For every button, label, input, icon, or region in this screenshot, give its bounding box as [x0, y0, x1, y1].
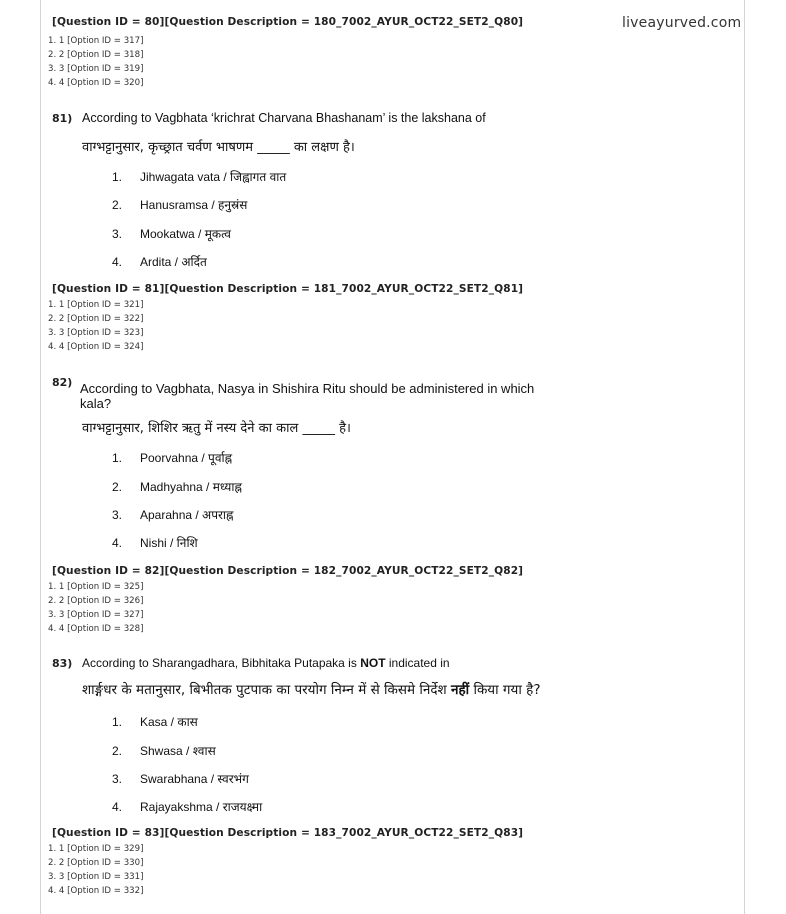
answer-option-82-1 — [112, 449, 232, 466]
option-id-item: 2. 2 [Option ID = 330] — [48, 858, 144, 868]
option-number: 1. — [112, 715, 123, 729]
question-meta-83: [Question ID = 83][Question Description = 183_7002_AYUR_OCT22_SET2_Q83] — [52, 827, 524, 839]
question-text-hi-83 — [82, 680, 540, 698]
answer-option-83-3 — [112, 770, 249, 787]
option-number: 1. — [112, 451, 123, 465]
option-text: Rajayakshma / राजयक्ष्मा — [140, 800, 263, 814]
option-text: Kasa / कास — [140, 715, 198, 729]
site-watermark: liveayurved.com — [622, 15, 742, 31]
option-text: Aparahna / अपराह्न — [140, 508, 234, 522]
option-number: 4. — [112, 536, 123, 550]
option-id-list-83 — [48, 842, 143, 898]
question-text-hi-83-pre: शार्ङ्गधर के मतानुसार, बिभीतक पुटपाक का परयोग निम्न में से किसमे निर्देश — [82, 682, 451, 698]
option-text: Swarabhana / स्वरभंग — [140, 772, 249, 786]
option-number: 3. — [112, 508, 123, 522]
option-id-list-81 — [48, 298, 143, 354]
question-text-en-82-line2: kala? — [80, 396, 112, 411]
option-id-list-80 — [48, 34, 143, 90]
option-number: 2. — [112, 744, 123, 758]
question-text-en-83-bold: NOT — [360, 656, 386, 670]
option-id-item: 2. 2 [Option ID = 318] — [48, 50, 144, 60]
option-number: 4. — [112, 255, 123, 269]
option-text: Nishi / निशि — [140, 536, 198, 550]
option-id-item: 2. 2 [Option ID = 326] — [48, 596, 144, 606]
option-id-item: 2. 2 [Option ID = 322] — [48, 314, 144, 324]
option-id-item: 1. 1 [Option ID = 317] — [48, 36, 144, 46]
question-text-en-81: According to Vagbhata ‘krichrat Charvana Bhashanam’ is the lakshana of — [82, 111, 486, 125]
answer-option-81-4 — [112, 253, 207, 270]
page-border-left — [40, 0, 41, 914]
option-number: 2. — [112, 480, 123, 494]
question-text-en-82-line1: According to Vagbhata, Nasya in Shishira Ritu should be administered in which — [80, 381, 535, 396]
option-number: 1. — [112, 170, 123, 184]
option-id-item: 4. 4 [Option ID = 320] — [48, 78, 144, 88]
answer-option-83-1 — [112, 713, 198, 730]
option-id-item: 4. 4 [Option ID = 324] — [48, 342, 144, 352]
question-text-en-83 — [82, 656, 450, 670]
question-number-83 — [52, 657, 72, 670]
option-id-item: 3. 3 [Option ID = 331] — [48, 872, 144, 882]
question-text-hi-83-post: किया गया है? — [469, 682, 541, 698]
question-text-hi-82: वाग्भट्टानुसार, शिशिर ऋतु में नस्य देने का काल _____ है। — [82, 421, 351, 436]
question-text-en-83-pre: According to Sharangadhara, Bibhitaka Putapaka is — [82, 656, 361, 670]
answer-option-83-4 — [112, 798, 262, 815]
option-text: Jihwagata vata / जिह्वागत वात — [140, 170, 287, 184]
answer-option-81-3 — [112, 225, 231, 242]
question-meta-80: [Question ID = 80][Question Description = 180_7002_AYUR_OCT22_SET2_Q80] — [52, 16, 524, 28]
option-id-item: 4. 4 [Option ID = 332] — [48, 886, 144, 896]
option-text: Ardita / अर्दित — [140, 255, 207, 269]
question-meta-82: [Question ID = 82][Question Description = 182_7002_AYUR_OCT22_SET2_Q82] — [52, 565, 524, 577]
question-text-en-83-post: indicated in — [385, 656, 450, 670]
option-number: 2. — [112, 198, 123, 212]
question-number-82: 82) — [52, 376, 73, 389]
option-id-item: 1. 1 [Option ID = 321] — [48, 300, 144, 310]
option-number: 3. — [112, 227, 123, 241]
question-text-hi-83-bold: नहीं — [450, 682, 470, 698]
option-id-item: 3. 3 [Option ID = 323] — [48, 328, 144, 338]
option-number: 3. — [112, 772, 123, 786]
option-id-item: 1. 1 [Option ID = 329] — [48, 844, 144, 854]
answer-option-81-2 — [112, 196, 247, 213]
answer-option-81-1 — [112, 168, 286, 185]
question-number-83-text: 83) — [52, 657, 73, 670]
option-id-item: 3. 3 [Option ID = 327] — [48, 610, 144, 620]
answer-option-82-4 — [112, 534, 198, 551]
option-text: Shwasa / श्वास — [140, 744, 216, 758]
answer-option-83-2 — [112, 742, 216, 759]
question-meta-81: [Question ID = 81][Question Description = 181_7002_AYUR_OCT22_SET2_Q81] — [52, 283, 524, 295]
option-id-list-82 — [48, 580, 143, 636]
option-number: 4. — [112, 800, 123, 814]
option-text: Madhyahna / मध्याह्न — [140, 480, 242, 494]
option-id-item: 4. 4 [Option ID = 328] — [48, 624, 144, 634]
option-id-item: 1. 1 [Option ID = 325] — [48, 582, 144, 592]
option-text: Hanusramsa / हनुस्रंस — [140, 198, 248, 212]
option-text: Poorvahna / पूर्वाह्न — [140, 451, 233, 465]
answer-option-82-3 — [112, 506, 234, 523]
option-id-item: 3. 3 [Option ID = 319] — [48, 64, 144, 74]
option-text: Mookatwa / मूकत्व — [140, 227, 231, 241]
page-border-right — [744, 0, 745, 914]
question-text-hi-81: वाग्भट्टानुसार, कृच्छ्रात चर्वण भाषणम _____ का लक्षण है। — [82, 140, 355, 155]
question-number-81: 81) — [52, 112, 73, 125]
answer-option-82-2 — [112, 478, 242, 495]
